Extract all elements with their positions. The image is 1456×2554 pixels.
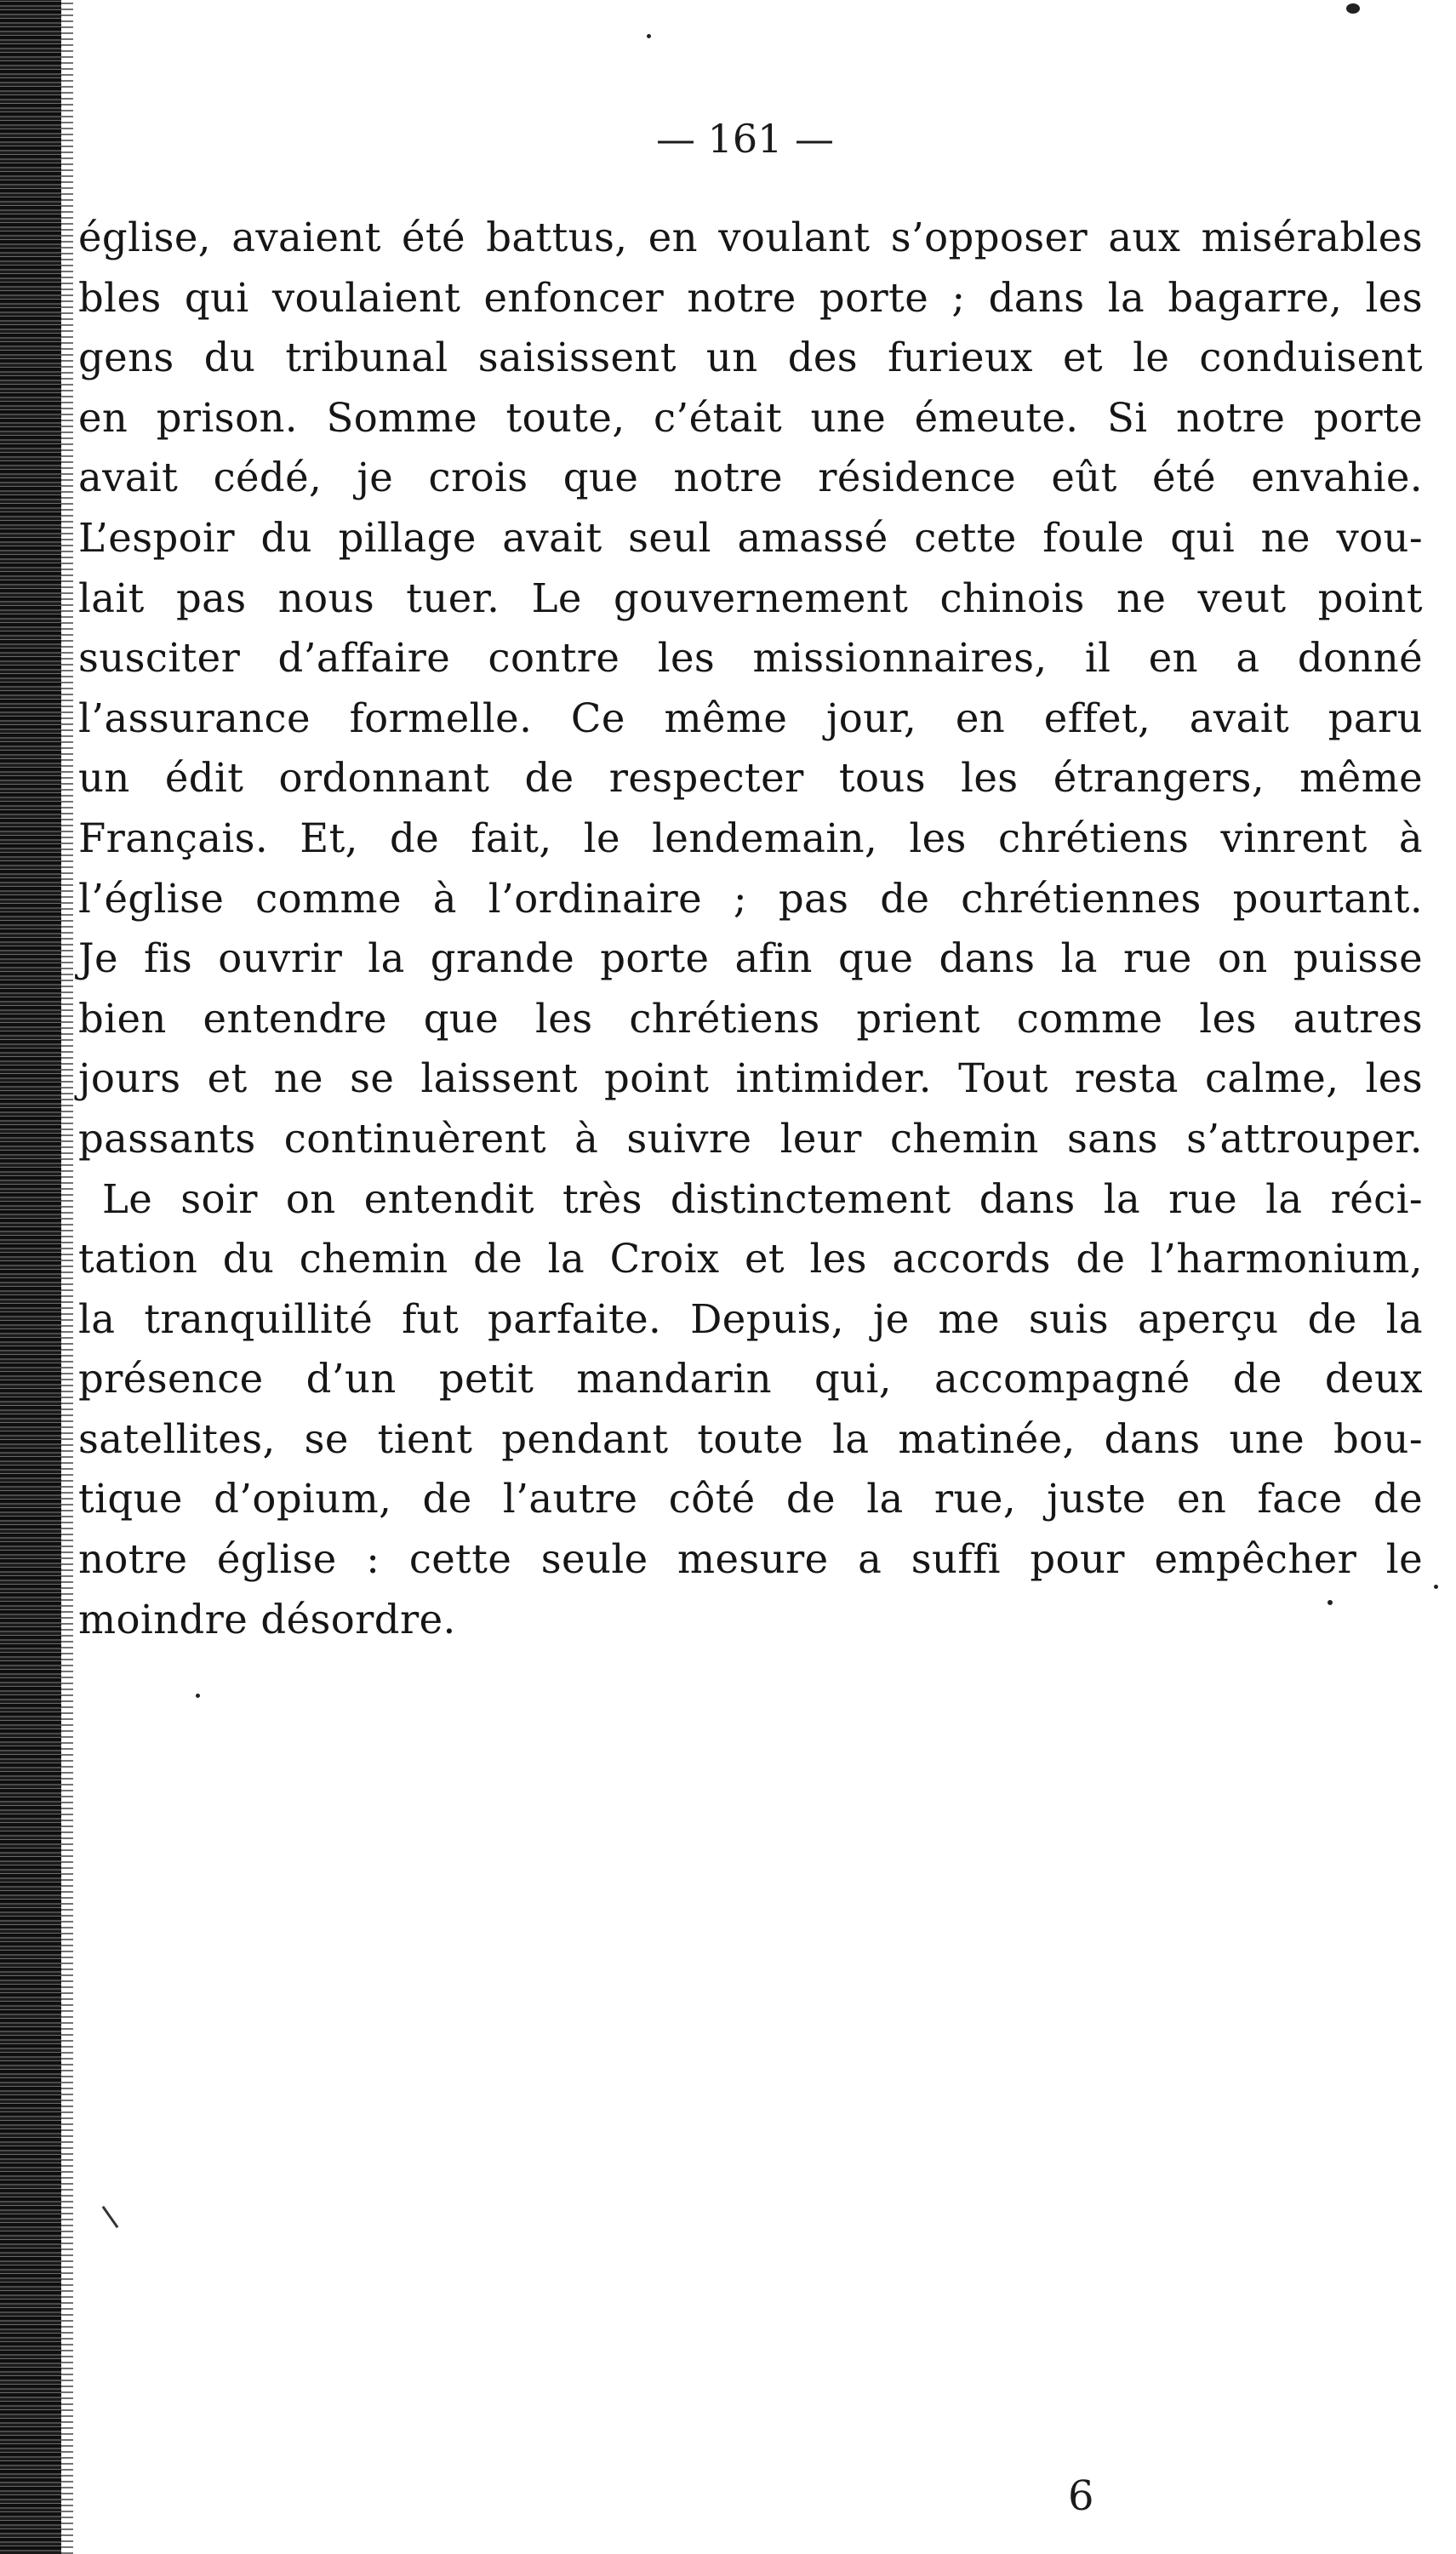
text-line: église, avaient été battus, en voulant s’opposer aux misérables (78, 214, 1423, 260)
body-paragraph (78, 208, 1423, 1649)
text-line: L’espoir du pillage avait seul amassé cette foule qui ne vou- (78, 514, 1423, 561)
text-line: lait pas nous tuer. Le gouvernement chinois ne veut point (78, 574, 1423, 621)
text-line: tique d’opium, de l’autre côté de la rue, juste en face de (78, 1476, 1423, 1523)
text-line: l’assurance formelle. Ce même jour, en effet, avait paru (78, 694, 1423, 741)
scan-mark (102, 2206, 119, 2228)
text-line: gens du tribunal saisissent un des furieux et le conduisent (78, 334, 1423, 381)
page-number: — 161 — (655, 116, 835, 162)
text-line: avait cédé, je crois que notre résidence eût été envahie. (78, 454, 1423, 501)
scan-speck (647, 34, 651, 38)
scan-speck (1346, 3, 1360, 14)
text-line: bles qui voulaient enfoncer notre porte ; dans la bagarre, les (78, 274, 1423, 321)
text-line: un édit ordonnant de respecter tous les étrangers, même (78, 755, 1423, 802)
scan-speck (196, 1694, 200, 1698)
scan-speck (1328, 1600, 1333, 1605)
text-line: Je fis ouvrir la grande porte afin que dans la rue on puisse (78, 935, 1423, 982)
text-line: Français. Et, de fait, le lendemain, les chrétiens vinrent à (78, 814, 1423, 861)
text-line: jours et ne se laissent point intimider. Tout resta calme, les (78, 1055, 1423, 1102)
signature-mark: 6 (1068, 2472, 1094, 2520)
text-line: en prison. Somme toute, c’était une émeute. Si notre porte (78, 394, 1423, 441)
text-line: présence d’un petit mandarin qui, accompagné de deux (78, 1356, 1423, 1403)
text-line: passants continuèrent à suivre leur chemin sans s’attrouper. (78, 1115, 1423, 1162)
text-line: tation du chemin de la Croix et les accords de l’harmonium, (78, 1236, 1423, 1283)
binding-edge (0, 0, 61, 2554)
text-line: moindre désordre. (78, 1596, 456, 1643)
text-line: Le soir on entendit très distinctement dans la rue la réci- (102, 1175, 1423, 1222)
text-line: satellites, se tient pendant toute la matinée, dans une bou- (78, 1415, 1423, 1462)
text-line: la tranquillité fut parfaite. Depuis, je me suis aperçu de la (78, 1295, 1423, 1342)
text-line: bien entendre que les chrétiens prient comme les autres (78, 995, 1423, 1042)
scan-speck (1434, 1585, 1438, 1589)
text-line: susciter d’affaire contre les missionnaires, il en a donné (78, 635, 1423, 682)
text-line: notre église : cette seule mesure a suffi pour empêcher le (78, 1536, 1423, 1583)
text-line: l’église comme à l’ordinaire ; pas de chrétiennes pourtant. (78, 875, 1423, 922)
